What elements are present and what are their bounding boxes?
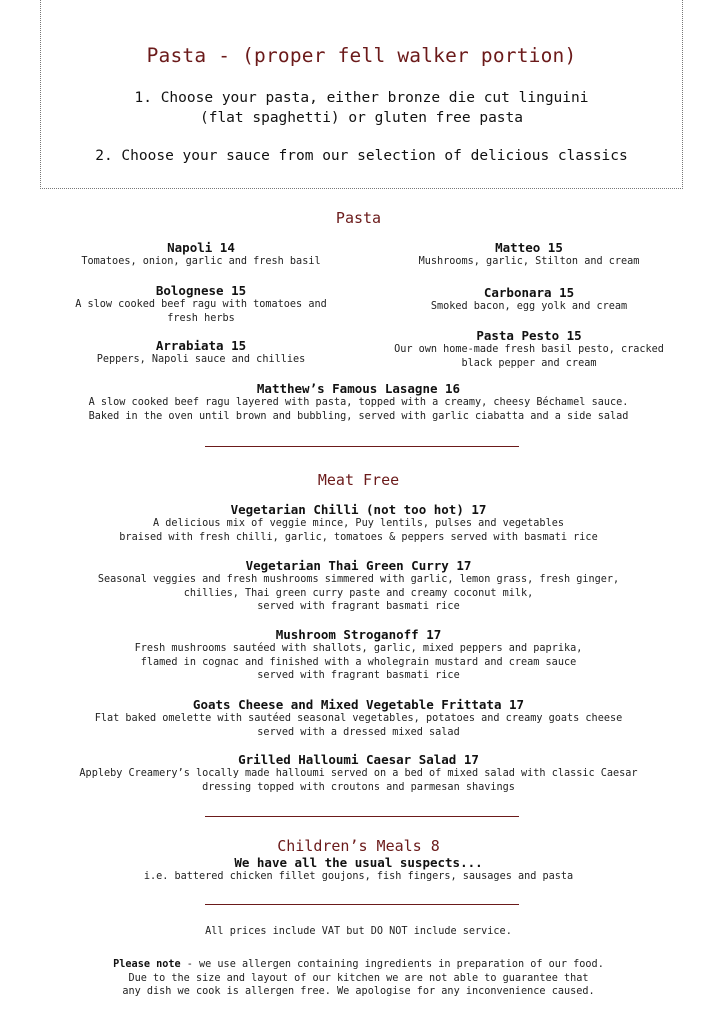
allergen-line-1 — [0, 958, 717, 972]
item-desc: Mushrooms, garlic, Stilton and cream — [418, 256, 640, 267]
menu-item-napoli — [41, 240, 361, 269]
intro-box — [40, 0, 683, 189]
divider — [205, 816, 519, 817]
item-desc: A slow cooked beef ragu with tomatoes and — [75, 299, 327, 310]
allergen-note — [0, 958, 717, 999]
children-meals-desc: i.e. battered chicken fillet goujons, fish fingers, sausages and pasta — [143, 871, 574, 882]
intro-step-1-line-2: (flat spaghetti) or gluten free pasta — [199, 110, 523, 126]
item-name: Vegetarian Thai Green Curry 17 — [245, 558, 472, 573]
item-desc: Tomatoes, onion, garlic and fresh basil — [81, 256, 321, 267]
menu-item-thai-green-curry — [30, 558, 687, 614]
item-desc: Flat baked omelette with sautéed seasonal vegetables, potatoes and creamy goats cheese — [94, 713, 623, 724]
menu-item-bolognese — [41, 283, 361, 325]
allergen-label: Please note — [113, 959, 181, 970]
menu-item-lasagne — [30, 381, 687, 423]
children-meals-subtitle: We have all the usual suspects... — [234, 855, 483, 870]
item-name: Matteo 15 — [495, 240, 563, 255]
allergen-line-3: any dish we cook is allergen free. We apologise for any inconvenience caused. — [122, 986, 595, 997]
item-name: Carbonara 15 — [483, 285, 575, 300]
item-desc: black pepper and cream — [461, 357, 597, 369]
meat-free-section-title: Meat Free — [317, 471, 400, 489]
item-desc: A delicious mix of veggie mince, Puy lentils, pulses and vegetables — [153, 518, 564, 529]
menu-item-arrabiata — [41, 338, 361, 367]
intro-step-1-line-1: 1. Choose your pasta, either bronze die cut linguini — [134, 90, 589, 106]
item-desc: served with fragrant basmati rice — [257, 670, 460, 681]
item-desc: A slow cooked beef ragu layered with pasta, topped with a creamy, cheesy Béchamel sauce. — [88, 397, 629, 408]
item-desc: served with a dressed mixed salad — [257, 726, 460, 738]
children-meals-title: Children’s Meals 8 — [277, 837, 440, 855]
item-desc: chillies, Thai green curry paste and creamy coconut milk, — [183, 587, 534, 599]
item-desc: Fresh mushrooms sautéed with shallots, garlic, mixed peppers and paprika, — [134, 643, 583, 654]
intro-step-1 — [41, 88, 682, 128]
item-desc: flamed in cognac and finished with a wholegrain mustard and cream sauce — [140, 656, 577, 668]
item-desc: braised with fresh chilli, garlic, tomatoes & peppers served with basmati rice — [119, 531, 598, 543]
item-name: Grilled Halloumi Caesar Salad 17 — [238, 752, 479, 767]
pasta-section-title: Pasta — [335, 209, 382, 227]
menu-item-halloumi-caesar — [30, 752, 687, 794]
intro-step-2: 2. Choose your sauce from our selection of delicious classics — [95, 148, 628, 164]
item-name: Napoli 14 — [167, 240, 235, 255]
item-name: Goats Cheese and Mixed Vegetable Frittata 17 — [192, 697, 525, 712]
menu-item-vegetarian-chilli — [30, 502, 687, 544]
menu-item-matteo — [369, 240, 689, 269]
divider — [205, 446, 519, 447]
item-desc: Appleby Creamery’s locally made halloumi served on a bed of mixed salad with classic Caesar — [79, 768, 638, 779]
item-name: Vegetarian Chilli (not too hot) 17 — [230, 502, 487, 517]
menu-item-pasta-pesto — [369, 328, 689, 370]
intro-title: Pasta - (proper fell walker portion) — [146, 44, 577, 67]
item-name: Matthew’s Famous Lasagne 16 — [256, 381, 461, 396]
menu-item-frittata — [30, 697, 687, 739]
item-desc: served with fragrant basmati rice — [257, 601, 460, 612]
item-desc: Smoked bacon, egg yolk and cream — [430, 301, 628, 312]
allergen-line-1-text: - we use allergen containing ingredients in preparation of our food. — [180, 959, 604, 970]
vat-note: All prices include VAT but DO NOT include service. — [205, 926, 512, 937]
item-desc: Baked in the oven until brown and bubbling, served with garlic ciabatta and a side salad — [88, 410, 629, 422]
item-desc: Seasonal veggies and fresh mushrooms simmered with garlic, lemon grass, fresh ginger, — [97, 574, 620, 585]
item-name: Arrabiata 15 — [155, 338, 247, 353]
item-name: Mushroom Stroganoff 17 — [275, 627, 442, 642]
item-name: Bolognese 15 — [155, 283, 247, 298]
menu-item-carbonara — [369, 285, 689, 314]
item-name: Pasta Pesto 15 — [476, 328, 582, 343]
divider — [205, 904, 519, 905]
item-desc: fresh herbs — [167, 312, 235, 324]
item-desc: Our own home-made fresh basil pesto, cracked — [394, 344, 664, 355]
menu-item-mushroom-stroganoff — [30, 627, 687, 683]
item-desc: dressing topped with croutons and parmesan shavings — [202, 781, 515, 793]
item-desc: Peppers, Napoli sauce and chillies — [96, 354, 306, 365]
allergen-line-2: Due to the size and layout of our kitchen we are not able to guarantee that — [128, 972, 589, 984]
